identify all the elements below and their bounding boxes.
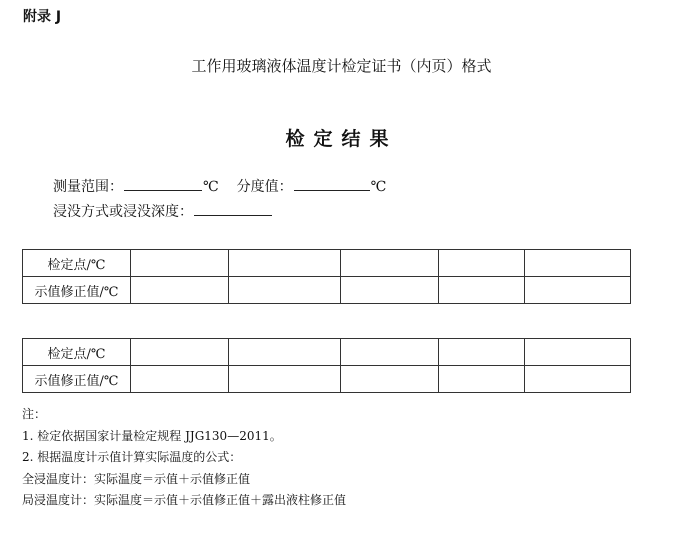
table-row (23, 250, 631, 277)
notes-section (22, 404, 346, 512)
table-cell[interactable] (439, 250, 525, 277)
table-cell[interactable] (341, 277, 439, 304)
table-cell[interactable] (439, 339, 525, 366)
table-cell[interactable] (439, 277, 525, 304)
table-cell[interactable] (131, 277, 229, 304)
table-cell[interactable] (229, 277, 341, 304)
table-cell[interactable] (229, 366, 341, 393)
note-item: 局浸温度计：实际温度＝示值＋示值修正值＋露出液柱修正值 (22, 493, 347, 507)
immersion-line (53, 201, 273, 221)
division-blank[interactable] (294, 177, 370, 191)
range-unit: ℃ (203, 179, 219, 195)
appendix-label: 附录 J (23, 9, 62, 25)
calibration-table-1 (22, 249, 631, 304)
notes-title: 注： (22, 407, 47, 421)
immersion-label: 浸没方式或浸没深度： (53, 204, 193, 220)
note-item: 2. 根据温度计示值计算实际温度的公式： (22, 450, 242, 464)
row-label-correction: 示值修正值/℃ (23, 277, 131, 304)
table-cell[interactable] (229, 339, 341, 366)
table-cell[interactable] (341, 366, 439, 393)
immersion-blank[interactable] (194, 202, 272, 216)
range-division-line (53, 176, 386, 196)
table-row (23, 366, 631, 393)
row-label-calibration-point: 检定点/℃ (23, 250, 131, 277)
table-row (23, 339, 631, 366)
calibration-table-2 (22, 338, 631, 393)
table-cell[interactable] (131, 366, 229, 393)
row-label-correction: 示值修正值/℃ (23, 366, 131, 393)
note-item: 1. 检定依据国家计量检定规程 JJG130—2011。 (22, 428, 282, 443)
division-unit: ℃ (370, 179, 387, 195)
table-cell[interactable] (525, 277, 631, 304)
table-cell[interactable] (229, 250, 341, 277)
note-item: 全浸温度计：实际温度＝示值＋示值修正值 (22, 471, 251, 486)
range-label: 测量范围： (53, 179, 123, 195)
table-row (23, 277, 631, 304)
table-cell[interactable] (525, 339, 631, 366)
table-cell[interactable] (341, 250, 439, 277)
range-blank[interactable] (124, 177, 202, 191)
table-cell[interactable] (525, 366, 631, 393)
document-subtitle: 工作用玻璃液体温度计检定证书（内页）格式 (191, 57, 492, 75)
table-cell[interactable] (131, 250, 229, 277)
table-cell[interactable] (439, 366, 525, 393)
section-heading: 检定结果 (285, 128, 398, 150)
table-cell[interactable] (131, 339, 229, 366)
table-cell[interactable] (341, 339, 439, 366)
table-cell[interactable] (525, 250, 631, 277)
division-label: 分度值： (236, 179, 293, 195)
row-label-calibration-point: 检定点/℃ (23, 339, 131, 366)
